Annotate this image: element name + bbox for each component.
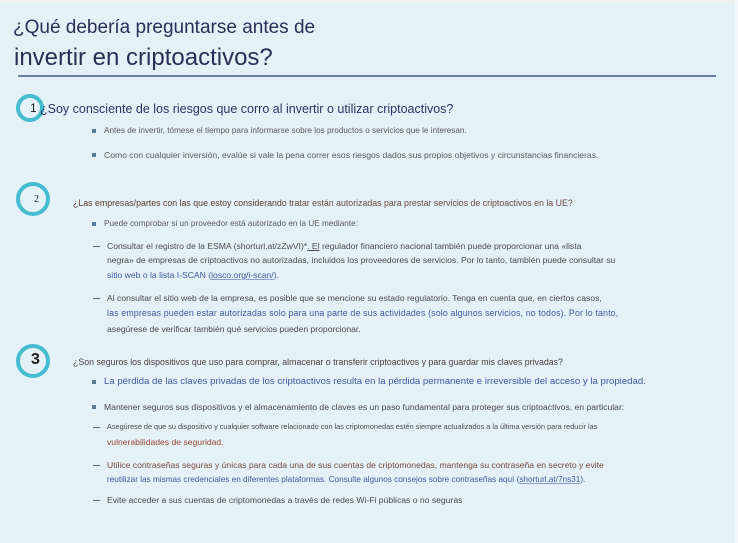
number-circle-icon-2 [16, 182, 50, 216]
section-3-sub3: Evite acceder a sus cuentas de criptomonedas a través de redes Wi-Fi públicas o no seguras [107, 495, 463, 505]
bullet-icon [92, 129, 96, 133]
bullet-icon [92, 222, 96, 226]
top-border [0, 0, 738, 2]
section-2-sub1-line1 [107, 241, 581, 251]
section-2-sub2-line2: las empresas pueden estar autorizadas solo para una parte de sus actividades (solo algunos servicios, no todos). Por lo tanto, [107, 308, 619, 318]
bullet-icon [92, 153, 96, 157]
dash-icon [93, 298, 100, 299]
section-number-2: 2 [34, 194, 39, 205]
page-title-line2: invertir en criptoactivos? [14, 44, 273, 71]
section-1-bullet-1: Antes de invertir, tómese el tiempo para informarse sobre los productos o servicios que le interesan. [104, 126, 467, 135]
iosco-iscan-link[interactable]: iosco.org/i-scan/ [211, 270, 274, 280]
text: ). [580, 475, 586, 484]
dash-icon [93, 465, 100, 466]
section-1-question: ¿Soy consciente de los riesgos que corro al invertir o utilizar criptoactivos? [40, 102, 454, 116]
section-2-sub1-line3 [107, 270, 279, 280]
section-2-sub1-line2: negra» de empresas de criptoactivos no autorizadas, incluidos los proveedores de servicios. Por lo tanto, también puede consultar su [107, 255, 616, 265]
password-tips-link[interactable]: shorturl.at/7ns31 [519, 475, 581, 484]
text: Consultar el registro de la ESMA ( [107, 241, 237, 251]
section-3-bullet-2: Mantener seguros sus dispositivos y el almacenamiento de claves es un paso fundamental para proteger sus criptoactivos, en particular: [104, 402, 625, 412]
esma-register-link[interactable]: shorturl.at/zZwVI [236, 241, 301, 251]
section-3-sub1-line1: Asegúrese de que su dispositivo y cualquier software relacionado con las criptomonedas estén siempre actualizados a la última versión para reducir las [107, 422, 598, 431]
dash-icon [93, 427, 100, 428]
section-2-question [73, 198, 573, 208]
text: ). [273, 270, 279, 280]
dash-icon [93, 246, 100, 247]
section-3-bullet-1: La pérdida de las claves privadas de los criptoactivos resulta en la pérdida permanente e irreversible del acceso y la propiedad. [104, 376, 646, 387]
section-2-sub2-line1: Al consultar el sitio web de la empresa, es posible que se mencione su estado regulatorio. Tenga en cuenta que, en ciertos casos, [107, 293, 602, 303]
section-3-question: ¿Son seguros los dispositivos que uso para comprar, almacenar o transferir criptoactivos y para guardar mis claves privadas? [73, 357, 563, 367]
section-3-sub1-line2: vulnerabilidades de seguridad. [107, 437, 224, 447]
section-2-question-part-b: ar están autorizadas para prestar servicios de criptoactivos en la UE? [301, 198, 573, 208]
text: sitio web o la lista I-SCAN ( [107, 270, 212, 280]
section-3-sub2-line1: Utilice contraseñas seguras y únicas para cada una de sus cuentas de criptomonedas, mantenga su contraseña en secreto y evite [107, 460, 604, 470]
text: reutilizar las mismas credenciales en diferentes plataformas. Consulte algunos consejos sobre contraseñas aquí ( [107, 475, 520, 484]
section-number-3: 3 [31, 351, 40, 368]
bullet-icon [92, 405, 96, 409]
text: )* [300, 241, 308, 251]
bullet-icon [92, 380, 96, 384]
text: regulador financiero nacional también puede proporcionar una «lista [319, 241, 582, 251]
section-2-sub2-line3: asegúrese de verificar también qué servicios pueden proporcionar. [107, 324, 361, 334]
page-title-line1: ¿Qué debería preguntarse antes de [13, 17, 316, 38]
section-1-bullet-2: Como con cualquier inversión, evalúe si vale la pena correr esos riesgos dados sus propios objetivos y circunstancias financieras. [104, 150, 599, 160]
section-3-sub2-line2 [107, 475, 585, 484]
dash-icon [93, 500, 100, 501]
section-2-bullet-1: Puede comprobar si un proveedor está autorizado en la UE mediante: [104, 219, 358, 228]
section-2-question-part-a: ¿Las empresas/partes con las que estoy considerando trat [73, 198, 302, 208]
section-number-1: 1 [30, 101, 37, 115]
title-divider [18, 75, 716, 77]
text: . El [307, 241, 320, 251]
